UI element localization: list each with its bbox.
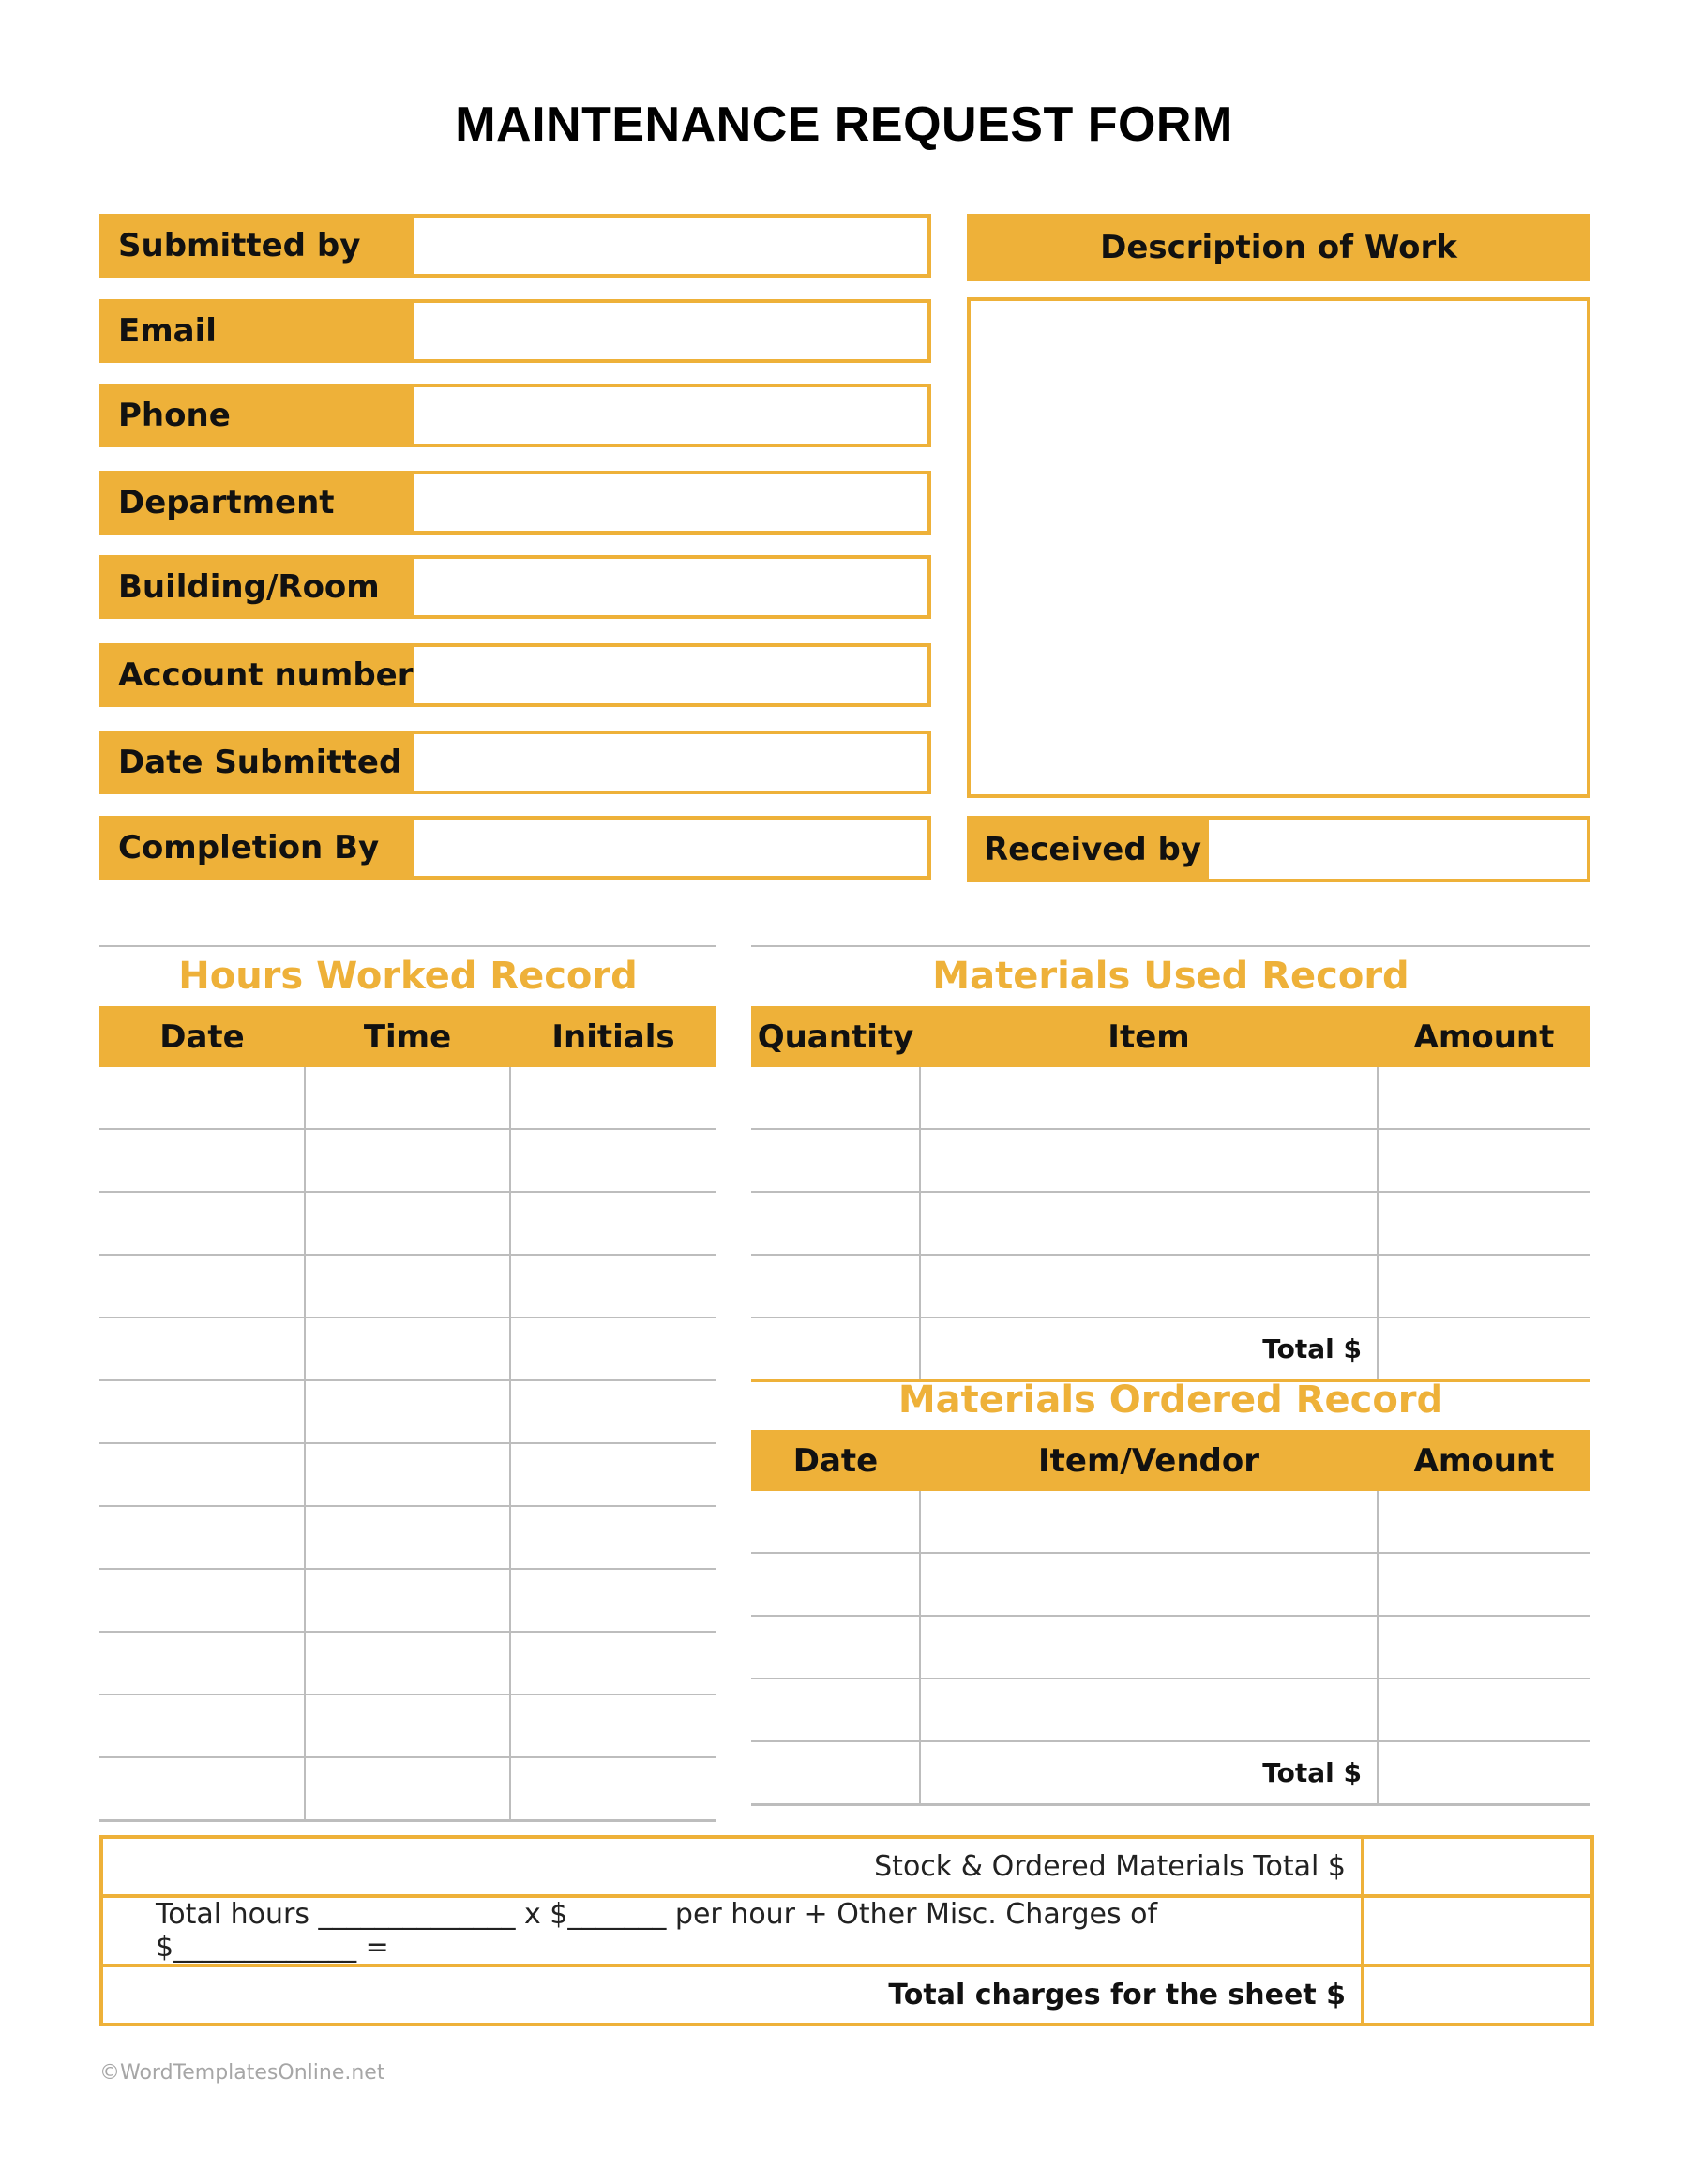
field-label: Department [103, 474, 414, 531]
account-number-field[interactable] [99, 643, 931, 707]
table-cell[interactable] [751, 1616, 920, 1679]
table-cell[interactable] [751, 1679, 920, 1741]
table-cell[interactable] [305, 1757, 510, 1821]
hours-section-title: Hours Worked Record [178, 955, 638, 998]
field-label: Completion By [103, 820, 414, 876]
table-row [99, 1255, 716, 1318]
total-row [751, 1318, 1590, 1381]
column-header: Date [751, 1430, 920, 1491]
table-cell[interactable] [305, 1255, 510, 1318]
table-cell[interactable] [305, 1192, 510, 1255]
received-by-field[interactable] [967, 816, 1590, 882]
table-cell[interactable] [99, 1318, 305, 1380]
table-cell[interactable] [751, 1491, 920, 1553]
submitted-by-field[interactable] [99, 214, 931, 278]
table-cell[interactable] [99, 1380, 305, 1443]
stock-total-value[interactable] [1363, 1837, 1592, 1896]
phone-field[interactable] [99, 384, 931, 447]
table-cell[interactable] [1378, 1679, 1590, 1741]
table-cell[interactable] [1378, 1255, 1590, 1318]
table-row [751, 1067, 1590, 1129]
table-cell[interactable] [920, 1679, 1378, 1741]
total-value[interactable] [1378, 1318, 1590, 1381]
table-cell[interactable] [510, 1380, 716, 1443]
table-cell[interactable] [99, 1694, 305, 1757]
table-cell[interactable] [99, 1443, 305, 1506]
table-cell[interactable] [99, 1067, 305, 1129]
table-cell[interactable] [920, 1192, 1378, 1255]
table-cell[interactable] [510, 1694, 716, 1757]
total-value[interactable] [1378, 1741, 1590, 1805]
table-cell[interactable] [1378, 1129, 1590, 1192]
field-label: Building/Room [103, 559, 414, 615]
footer-copyright: ©WordTemplatesOnline.net [99, 2061, 385, 2085]
divider [751, 945, 1590, 947]
table-row [751, 1255, 1590, 1318]
table-cell[interactable] [1378, 1553, 1590, 1616]
field-label: Received by [971, 820, 1209, 879]
table-row [99, 1506, 716, 1569]
table-cell[interactable] [305, 1067, 510, 1129]
table-cell[interactable] [920, 1616, 1378, 1679]
table-header-row [751, 1006, 1590, 1067]
table-cell[interactable] [751, 1553, 920, 1616]
table-cell[interactable] [920, 1067, 1378, 1129]
table-cell[interactable] [920, 1129, 1378, 1192]
field-input[interactable] [414, 559, 927, 615]
summary-row [101, 1896, 1592, 1966]
column-header: Amount [1378, 1006, 1590, 1067]
grand-total-value[interactable] [1363, 1966, 1592, 2025]
field-input[interactable] [414, 820, 927, 876]
table-cell[interactable] [751, 1067, 920, 1129]
table-cell[interactable] [510, 1506, 716, 1569]
column-header: Quantity [751, 1006, 920, 1067]
table-row [99, 1757, 716, 1821]
divider [99, 945, 716, 947]
table-row [99, 1632, 716, 1694]
field-label: Phone [103, 387, 414, 444]
summary-table [99, 1835, 1594, 2026]
table-cell[interactable] [99, 1569, 305, 1632]
charges-formula: Total hours ______________ x $_______ per hour + Other Misc. Charges of $_____________ = [101, 1896, 1363, 1966]
table-row [99, 1129, 716, 1192]
table-cell[interactable] [305, 1443, 510, 1506]
table-cell[interactable] [305, 1129, 510, 1192]
table-cell[interactable] [305, 1632, 510, 1694]
summary-row [101, 1966, 1592, 2025]
column-header: Time [305, 1006, 510, 1067]
total-label: Total $ [920, 1318, 1378, 1381]
hours-table [99, 1006, 716, 1822]
table-cell[interactable] [305, 1569, 510, 1632]
table-cell[interactable] [305, 1380, 510, 1443]
table-cell[interactable] [920, 1491, 1378, 1553]
materials-used-section-title: Materials Used Record [932, 955, 1409, 998]
table-row [751, 1192, 1590, 1255]
field-input[interactable] [414, 303, 927, 359]
materials-used-table [751, 1006, 1590, 1382]
table-cell [751, 1741, 920, 1805]
table-row [99, 1694, 716, 1757]
completion-by-field[interactable] [99, 816, 931, 880]
table-cell[interactable] [920, 1553, 1378, 1616]
summary-row [101, 1837, 1592, 1896]
table-cell[interactable] [510, 1443, 716, 1506]
field-input[interactable] [414, 647, 927, 703]
table-row [99, 1067, 716, 1129]
field-label: Date Submitted [103, 734, 414, 791]
table-cell[interactable] [920, 1255, 1378, 1318]
column-header: Date [99, 1006, 305, 1067]
table-header-row [99, 1006, 716, 1067]
table-cell[interactable] [510, 1632, 716, 1694]
column-header: Item/Vendor [920, 1430, 1378, 1491]
table-cell[interactable] [1378, 1192, 1590, 1255]
table-row [751, 1679, 1590, 1741]
table-row [751, 1553, 1590, 1616]
table-cell[interactable] [510, 1569, 716, 1632]
table-row [99, 1380, 716, 1443]
table-row [751, 1616, 1590, 1679]
total-label: Total $ [920, 1741, 1378, 1805]
table-cell [751, 1318, 920, 1381]
table-cell[interactable] [751, 1192, 920, 1255]
table-cell[interactable] [751, 1129, 920, 1192]
table-cell[interactable] [510, 1255, 716, 1318]
table-cell[interactable] [510, 1067, 716, 1129]
field-input[interactable] [414, 387, 927, 444]
table-row [751, 1491, 1590, 1553]
table-cell[interactable] [510, 1129, 716, 1192]
table-row [99, 1569, 716, 1632]
field-input[interactable] [414, 474, 927, 531]
page-title: MAINTENANCE REQUEST FORM [455, 98, 1233, 152]
field-label: Submitted by [103, 218, 414, 274]
grand-total-label: Total charges for the sheet $ [101, 1966, 1363, 2025]
field-label: Email [103, 303, 414, 359]
building-room-field[interactable] [99, 555, 931, 619]
email-field[interactable] [99, 299, 931, 363]
materials-ordered-section-title: Materials Ordered Record [897, 1378, 1444, 1422]
table-cell[interactable] [751, 1255, 920, 1318]
table-cell[interactable] [99, 1129, 305, 1192]
date-submitted-field[interactable] [99, 731, 931, 794]
table-cell[interactable] [99, 1757, 305, 1821]
table-header-row [751, 1430, 1590, 1491]
table-cell[interactable] [99, 1255, 305, 1318]
table-cell[interactable] [510, 1318, 716, 1380]
column-header: Initials [510, 1006, 716, 1067]
stock-total-label: Stock & Ordered Materials Total $ [101, 1837, 1363, 1896]
table-cell[interactable] [305, 1506, 510, 1569]
table-row [751, 1129, 1590, 1192]
table-row [99, 1318, 716, 1380]
column-header: Item [920, 1006, 1378, 1067]
table-cell[interactable] [1378, 1616, 1590, 1679]
table-cell[interactable] [1378, 1067, 1590, 1129]
field-input[interactable] [1209, 820, 1587, 879]
description-input[interactable] [967, 297, 1590, 798]
table-cell[interactable] [510, 1192, 716, 1255]
table-row [99, 1192, 716, 1255]
table-row [99, 1443, 716, 1506]
field-input[interactable] [414, 218, 927, 274]
table-cell[interactable] [1378, 1491, 1590, 1553]
total-row [751, 1741, 1590, 1805]
table-cell[interactable] [99, 1506, 305, 1569]
table-cell[interactable] [510, 1757, 716, 1821]
department-field[interactable] [99, 471, 931, 535]
field-label: Account number [103, 647, 414, 703]
table-cell[interactable] [99, 1192, 305, 1255]
table-cell[interactable] [305, 1318, 510, 1380]
table-cell[interactable] [305, 1694, 510, 1757]
table-cell[interactable] [99, 1632, 305, 1694]
charges-formula-value[interactable] [1363, 1896, 1592, 1966]
field-input[interactable] [414, 734, 927, 791]
materials-ordered-table [751, 1430, 1590, 1806]
column-header: Amount [1378, 1430, 1590, 1491]
description-heading: Description of Work [967, 214, 1590, 281]
